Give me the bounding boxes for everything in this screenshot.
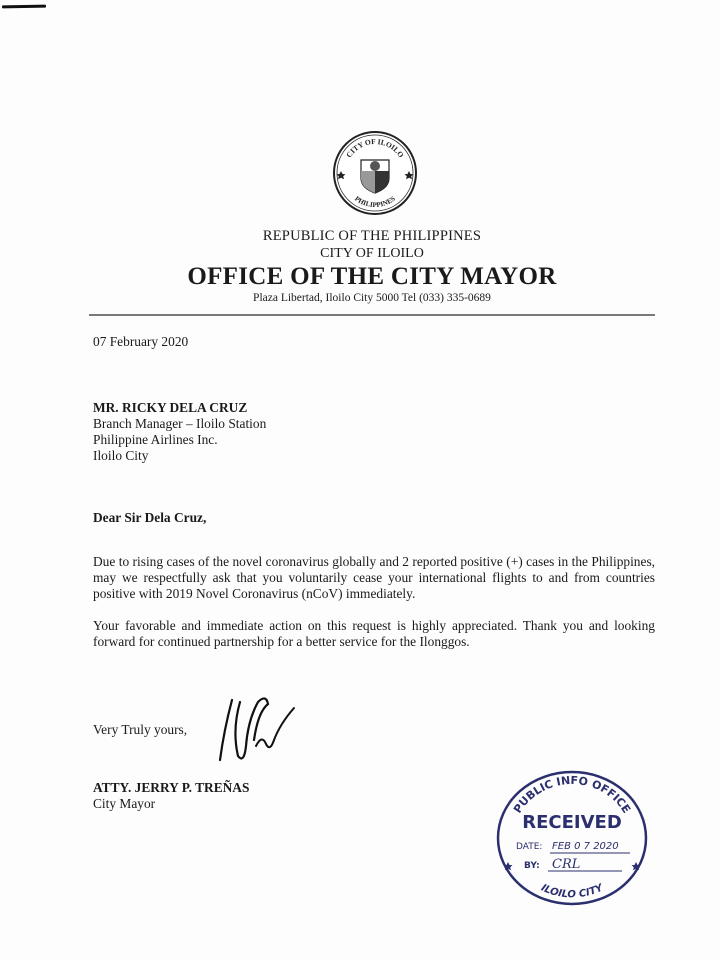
seal-bottom-text: PHILIPPINES <box>353 194 397 210</box>
closing: Very Truly yours, <box>93 722 188 737</box>
salutation: Dear Sir Dela Cruz, <box>93 510 207 525</box>
seal-top-text: CITY OF ILOILO <box>344 136 406 160</box>
body-paragraph: Due to rising cases of the novel coronavirus globally and 2 reported positive (+) cases in the Philippines, may we respectfully ask that you voluntarily cease your international flights to and from countries positive with 2019 Novel Coronavirus (nCoV) immediately. <box>93 554 655 601</box>
svg-text:PUBLIC INFO OFFICE <box>511 774 633 816</box>
city-seal-logo <box>332 130 418 216</box>
stamp-arc-top: PUBLIC INFO OFFICE <box>511 773 633 816</box>
svg-text:ILOILO CITY <box>539 882 606 901</box>
signer-name: ATTY. JERRY P. TREÑAS <box>93 780 250 795</box>
stamp-arc-bottom: ILOILO CITY <box>539 882 605 901</box>
recipient-name: MR. RICKY DELA CRUZ <box>93 400 248 415</box>
recipient-block <box>93 400 266 464</box>
stamp-status: RECEIVED <box>522 812 622 833</box>
letter-date: 07 February 2020 <box>93 334 189 349</box>
letterhead-republic: REPUBLIC OF THE PHILIPPINES <box>262 228 482 244</box>
recipient-company: Philippine Airlines Inc. <box>93 432 218 447</box>
corner-pen-mark <box>2 5 46 9</box>
recipient-city: Iloilo City <box>93 448 149 463</box>
letterhead-city: CITY OF ILOILO <box>320 246 424 261</box>
stamp-by-value: CRL <box>552 857 581 872</box>
letterhead-office: OFFICE OF THE CITY MAYOR <box>187 263 557 290</box>
stamp-date-label: DATE: <box>516 842 543 852</box>
header-divider <box>89 314 655 316</box>
stamp-by-label: BY: <box>524 861 540 871</box>
handwritten-signature <box>210 690 300 770</box>
recipient-title: Branch Manager – Iloilo Station <box>93 416 267 431</box>
received-stamp <box>494 768 650 908</box>
letterhead-address: Plaza Libertad, Iloilo City 5000 Tel (033) 335-0689 <box>253 292 491 304</box>
stamp-date-value: FEB 0 7 2020 <box>552 841 619 852</box>
body-paragraph: Your favorable and immediate action on this request is highly appreciated. Thank you and looking forward for continued partnership for a better service for the Ilonggos. <box>93 618 655 649</box>
signer-title: City Mayor <box>93 796 156 811</box>
